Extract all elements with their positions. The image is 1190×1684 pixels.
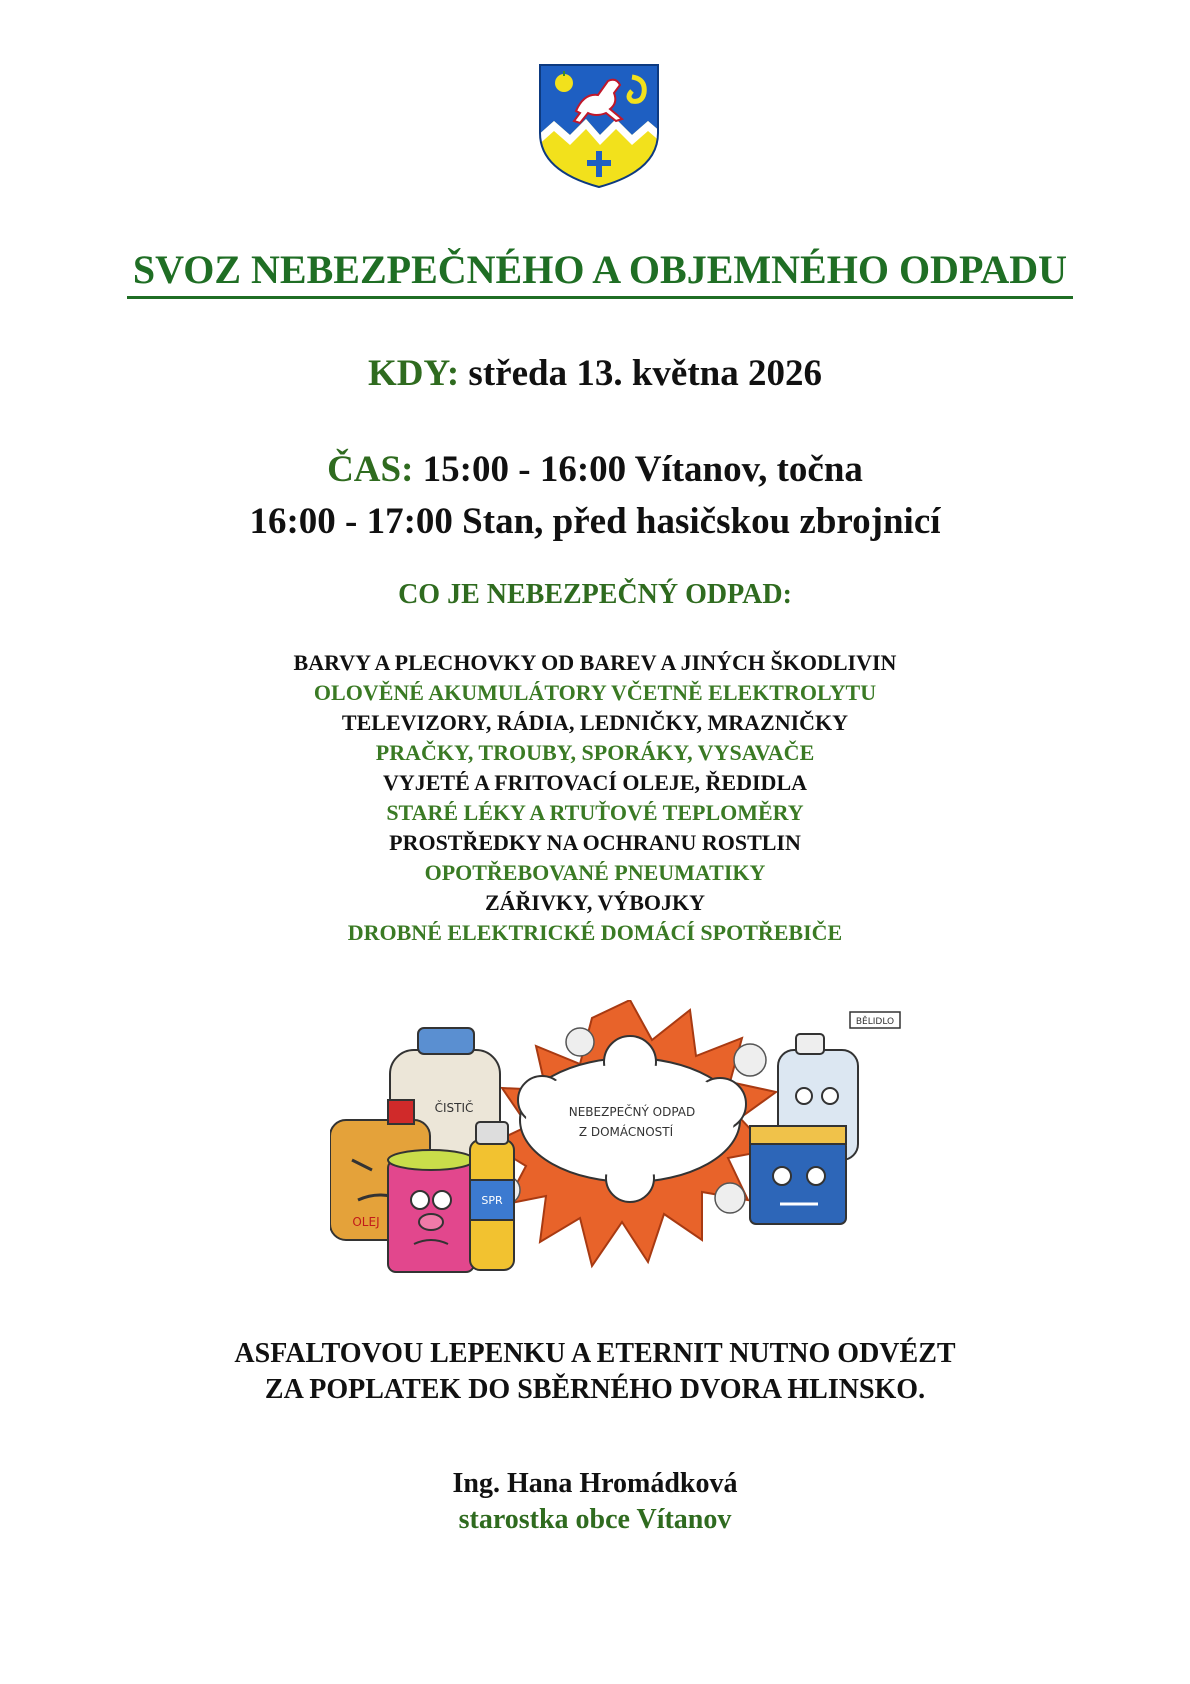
hazard-heading: CO JE NEBEZPEČNÝ ODPAD: bbox=[398, 579, 792, 610]
page-title: SVOZ NEBEZPEČNÉHO A OBJEMNÉHO ODPADU bbox=[127, 246, 1073, 299]
time-line-2: 16:00 - 17:00 Stan, před hasičskou zbrojnicí bbox=[249, 501, 941, 542]
label-olej: OLEJ bbox=[352, 1215, 380, 1229]
label-cistic: ČISTIČ bbox=[434, 1101, 474, 1115]
list-item: OLOVĚNÉ AKUMULÁTORY VČETNĚ ELEKTROLYTU bbox=[313, 680, 877, 705]
list-item: DROBNÉ ELEKTRICKÉ DOMÁCÍ SPOTŘEBIČE bbox=[347, 920, 843, 945]
list-item: STARÉ LÉKY A RTUŤOVÉ TEPLOMĚRY bbox=[386, 800, 804, 825]
coat-of-arms-icon bbox=[536, 63, 662, 189]
date-value: středa 13. května 2026 bbox=[468, 353, 822, 394]
label-belidlo: BĚLIDLO bbox=[855, 1017, 895, 1027]
hazard-list bbox=[0, 648, 1190, 948]
battery-icon bbox=[750, 1126, 846, 1224]
time-label: ČAS: bbox=[327, 449, 414, 490]
list-item: ZÁŘIVKY, VÝBOJKY bbox=[484, 890, 706, 915]
label-spr: SPR bbox=[481, 1194, 503, 1207]
date-line bbox=[0, 351, 1190, 397]
signature-role: starostka obce Vítanov bbox=[458, 1504, 732, 1535]
notice-line-1: ASFALTOVOU LEPENKU A ETERNIT NUTNO ODVÉZT bbox=[234, 1338, 956, 1369]
list-item: TELEVIZORY, RÁDIA, LEDNIČKY, MRAZNIČKY bbox=[341, 710, 849, 735]
time-value-1: 15:00 - 16:00 Vítanov, točna bbox=[422, 449, 863, 490]
signature-name: Ing. Hana Hromádková bbox=[452, 1468, 738, 1499]
paint-can-icon bbox=[388, 1150, 474, 1272]
list-item: BARVY A PLECHOVKY OD BAREV A JINÝCH ŠKODLIVIN bbox=[293, 650, 897, 675]
hazardous-waste-illustration bbox=[330, 1000, 930, 1290]
list-item: PROSTŘEDKY NA OCHRANU ROSTLIN bbox=[389, 830, 801, 855]
cloud-text-1: NEBEZPEČNÝ ODPAD bbox=[568, 1105, 696, 1119]
cloud-text-2: Z DOMÁCNOSTÍ bbox=[578, 1125, 674, 1139]
date-label: KDY: bbox=[368, 353, 460, 394]
list-item: OPOTŘEBOVANÉ PNEUMATIKY bbox=[424, 860, 766, 885]
time-line-1 bbox=[0, 447, 1190, 493]
list-item: PRAČKY, TROUBY, SPORÁKY, VYSAVAČE bbox=[375, 740, 815, 765]
list-item: VYJETÉ A FRITOVACÍ OLEJE, ŘEDIDLA bbox=[382, 770, 807, 795]
notice-line-2: ZA POPLATEK DO SBĚRNÉHO DVORA HLINSKO. bbox=[264, 1374, 926, 1405]
